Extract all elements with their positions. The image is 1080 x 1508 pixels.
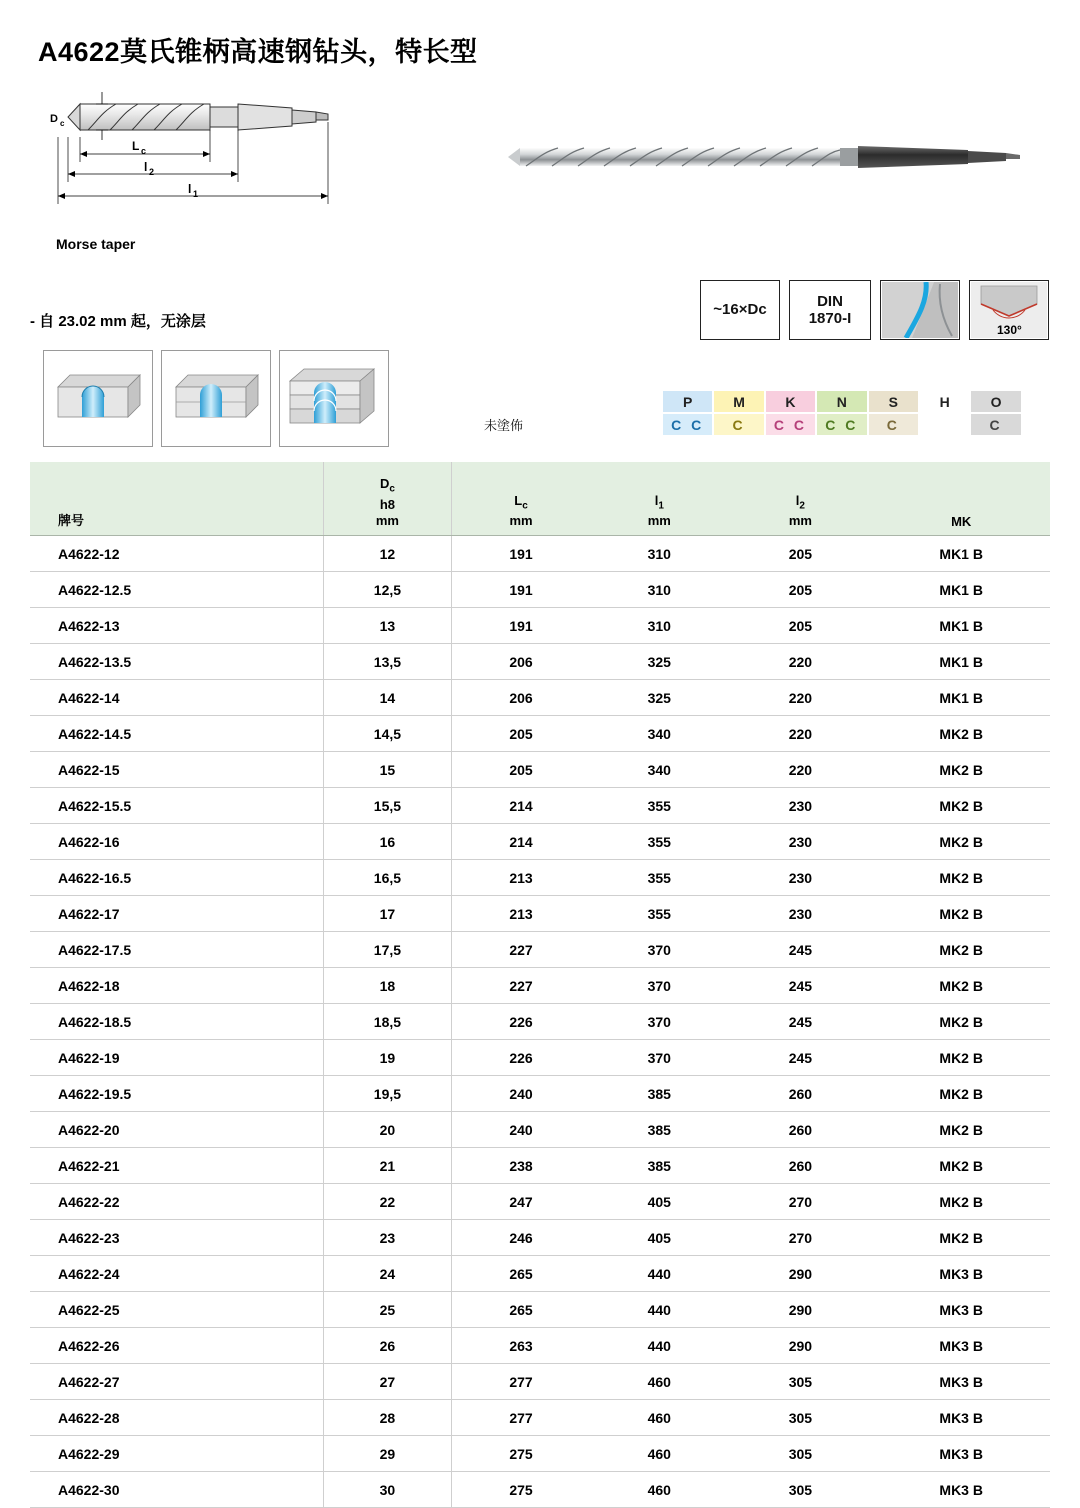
cell-l2: 245	[728, 1004, 872, 1040]
cell-dc: 23	[323, 1220, 451, 1256]
column-header-mk: MK	[872, 462, 1050, 536]
table-row[interactable]	[30, 536, 1050, 572]
table-row[interactable]	[30, 1436, 1050, 1472]
table-row[interactable]	[30, 572, 1050, 608]
column-header-code: 牌号	[30, 462, 323, 536]
cell-l1: 460	[590, 1472, 728, 1508]
cell-l1: 355	[590, 860, 728, 896]
cell-mk: MK2 B	[872, 824, 1050, 860]
column-header-l2: $l_2$ mm	[728, 462, 872, 536]
cell-lc: 191	[451, 536, 590, 572]
application-icons	[43, 350, 389, 447]
column-header-l1: $l_1$ mm	[590, 462, 728, 536]
cell-mk: MK2 B	[872, 1148, 1050, 1184]
cell-lc: 240	[451, 1112, 590, 1148]
cell-l1: 385	[590, 1076, 728, 1112]
cell-mk: MK2 B	[872, 716, 1050, 752]
cell-lc: 275	[451, 1472, 590, 1508]
table-row[interactable]	[30, 1400, 1050, 1436]
cell-l2: 230	[728, 824, 872, 860]
cell-dc: 18,5	[323, 1004, 451, 1040]
svg-text:130°: 130°	[997, 323, 1022, 337]
cell-dc: 25	[323, 1292, 451, 1328]
cell-mk: MK2 B	[872, 1076, 1050, 1112]
cell-l1: 370	[590, 1004, 728, 1040]
svg-text:c: c	[60, 119, 65, 128]
table-header-row	[30, 462, 1050, 536]
cell-l1: 440	[590, 1328, 728, 1364]
table-row[interactable]	[30, 1184, 1050, 1220]
cell-code: A4622-28	[30, 1400, 323, 1436]
cell-l1: 355	[590, 896, 728, 932]
cell-mk: MK1 B	[872, 608, 1050, 644]
cell-lc: 240	[451, 1076, 590, 1112]
cell-dc: 28	[323, 1400, 451, 1436]
material-header-N: N	[816, 390, 867, 413]
table-row[interactable]	[30, 1076, 1050, 1112]
material-header-row	[478, 390, 1022, 413]
cell-dc: 17,5	[323, 932, 451, 968]
cell-code: A4622-15	[30, 752, 323, 788]
cell-code: A4622-21	[30, 1148, 323, 1184]
table-row[interactable]	[30, 860, 1050, 896]
cell-code: A4622-24	[30, 1256, 323, 1292]
cell-mk: MK2 B	[872, 1184, 1050, 1220]
drawing-caption: Morse taper	[56, 236, 136, 252]
cell-lc: 226	[451, 1040, 590, 1076]
cell-l2: 290	[728, 1328, 872, 1364]
cell-lc: 275	[451, 1436, 590, 1472]
cell-l2: 245	[728, 932, 872, 968]
cell-l2: 270	[728, 1220, 872, 1256]
cell-code: A4622-27	[30, 1364, 323, 1400]
material-header-spacer	[478, 390, 662, 413]
cell-l2: 305	[728, 1436, 872, 1472]
table-body	[30, 536, 1050, 1508]
cell-mk: MK3 B	[872, 1400, 1050, 1436]
cell-code: A4622-17	[30, 896, 323, 932]
material-value-M: C	[713, 413, 764, 436]
cell-mk: MK3 B	[872, 1328, 1050, 1364]
svg-text:l: l	[144, 160, 148, 174]
cell-lc: 246	[451, 1220, 590, 1256]
table-row[interactable]	[30, 1292, 1050, 1328]
coating-note: - 自 23.02 mm 起，无涂层	[30, 313, 206, 330]
cell-dc: 17	[323, 896, 451, 932]
cell-code: A4622-12	[30, 536, 323, 572]
depth-ratio-label: ~16×Dc	[713, 301, 767, 319]
product-photo	[500, 120, 1040, 200]
flute-geometry-badge	[880, 280, 960, 340]
cell-dc: 15	[323, 752, 451, 788]
spec-badges	[700, 280, 1049, 340]
din-standard-badge	[789, 280, 871, 340]
cell-mk: MK2 B	[872, 860, 1050, 896]
cell-l2: 230	[728, 788, 872, 824]
table-header	[30, 462, 1050, 536]
cell-mk: MK3 B	[872, 1436, 1050, 1472]
cell-l1: 325	[590, 644, 728, 680]
material-class-table	[478, 390, 1022, 436]
svg-text:2: 2	[149, 167, 155, 177]
technical-drawing	[40, 82, 380, 222]
din-line2: 1870-I	[808, 310, 852, 327]
cell-l1: 460	[590, 1364, 728, 1400]
cell-l1: 460	[590, 1400, 728, 1436]
cell-mk: MK3 B	[872, 1292, 1050, 1328]
cell-l2: 260	[728, 1112, 872, 1148]
cell-code: A4622-20	[30, 1112, 323, 1148]
through-hole-icon	[43, 350, 153, 447]
table-row[interactable]	[30, 968, 1050, 1004]
cell-code: A4622-16.5	[30, 860, 323, 896]
cell-mk: MK2 B	[872, 788, 1050, 824]
cell-l1: 355	[590, 824, 728, 860]
cell-mk: MK2 B	[872, 932, 1050, 968]
cell-l1: 310	[590, 608, 728, 644]
table-row[interactable]	[30, 1364, 1050, 1400]
material-header-H: H	[919, 390, 970, 413]
cell-lc: 213	[451, 896, 590, 932]
cell-dc: 24	[323, 1256, 451, 1292]
table-row[interactable]	[30, 1472, 1050, 1508]
cell-l1: 370	[590, 968, 728, 1004]
table-row[interactable]	[30, 932, 1050, 968]
cell-l1: 310	[590, 572, 728, 608]
cell-l2: 305	[728, 1364, 872, 1400]
cell-dc: 14,5	[323, 716, 451, 752]
table-row[interactable]	[30, 1328, 1050, 1364]
cell-dc: 13	[323, 608, 451, 644]
cell-lc: 205	[451, 752, 590, 788]
svg-text:D: D	[50, 113, 58, 125]
svg-text:1: 1	[193, 189, 199, 199]
cell-lc: 238	[451, 1148, 590, 1184]
cell-l2: 230	[728, 860, 872, 896]
cell-dc: 12,5	[323, 572, 451, 608]
svg-text:l: l	[188, 182, 192, 196]
cell-lc: 277	[451, 1400, 590, 1436]
cell-l2: 260	[728, 1148, 872, 1184]
cell-dc: 20	[323, 1112, 451, 1148]
material-header-S: S	[868, 390, 919, 413]
cell-dc: 19,5	[323, 1076, 451, 1112]
cell-l1: 440	[590, 1292, 728, 1328]
page-title: A4622莫氏锥柄高速钢钻头，特长型	[38, 37, 478, 67]
cell-mk: MK2 B	[872, 896, 1050, 932]
cell-mk: MK1 B	[872, 536, 1050, 572]
cell-code: A4622-15.5	[30, 788, 323, 824]
table-row[interactable]	[30, 752, 1050, 788]
cell-mk: MK1 B	[872, 572, 1050, 608]
cell-l2: 205	[728, 608, 872, 644]
material-value-H	[919, 413, 970, 436]
cell-l2: 245	[728, 968, 872, 1004]
svg-text:L: L	[132, 139, 140, 153]
cell-lc: 205	[451, 716, 590, 752]
table-row[interactable]	[30, 716, 1050, 752]
cell-lc: 227	[451, 968, 590, 1004]
cell-code: A4622-22	[30, 1184, 323, 1220]
material-row-label: 未塗佈	[484, 418, 524, 433]
cell-mk: MK2 B	[872, 1004, 1050, 1040]
cell-dc: 22	[323, 1184, 451, 1220]
cell-l1: 385	[590, 1112, 728, 1148]
din-line1: DIN	[817, 292, 843, 310]
cell-l2: 230	[728, 896, 872, 932]
svg-text:c: c	[141, 146, 147, 156]
cell-l2: 220	[728, 644, 872, 680]
cell-mk: MK3 B	[872, 1364, 1050, 1400]
material-value-row	[478, 413, 1022, 436]
table-row[interactable]	[30, 1256, 1050, 1292]
cell-code: A4622-19	[30, 1040, 323, 1076]
cell-code: A4622-18.5	[30, 1004, 323, 1040]
cell-code: A4622-17.5	[30, 932, 323, 968]
cell-l2: 220	[728, 752, 872, 788]
cell-lc: 214	[451, 788, 590, 824]
cell-lc: 191	[451, 572, 590, 608]
cell-code: A4622-18	[30, 968, 323, 1004]
cell-code: A4622-19.5	[30, 1076, 323, 1112]
cell-dc: 12	[323, 536, 451, 572]
cell-code: A4622-14	[30, 680, 323, 716]
cell-code: A4622-12.5	[30, 572, 323, 608]
material-header-K: K	[765, 390, 816, 413]
cell-dc: 21	[323, 1148, 451, 1184]
cell-l2: 305	[728, 1400, 872, 1436]
cell-l1: 405	[590, 1184, 728, 1220]
material-header-O: O	[970, 390, 1021, 413]
cell-l1: 370	[590, 1040, 728, 1076]
table-row[interactable]	[30, 1112, 1050, 1148]
cell-code: A4622-29	[30, 1436, 323, 1472]
cell-l2: 290	[728, 1256, 872, 1292]
cell-lc: 265	[451, 1256, 590, 1292]
table-row[interactable]	[30, 644, 1050, 680]
table-row[interactable]	[30, 1040, 1050, 1076]
cell-dc: 15,5	[323, 788, 451, 824]
cell-l1: 385	[590, 1148, 728, 1184]
material-value-S: C	[868, 413, 919, 436]
cell-code: A4622-16	[30, 824, 323, 860]
column-header-lc: $L_c$ mm	[451, 462, 590, 536]
cell-l1: 370	[590, 932, 728, 968]
cell-mk: MK2 B	[872, 968, 1050, 1004]
cell-l2: 270	[728, 1184, 872, 1220]
cell-code: A4622-25	[30, 1292, 323, 1328]
cell-mk: MK1 B	[872, 680, 1050, 716]
cell-l1: 340	[590, 752, 728, 788]
cell-dc: 13,5	[323, 644, 451, 680]
cell-dc: 16,5	[323, 860, 451, 896]
cell-l1: 325	[590, 680, 728, 716]
table-row[interactable]	[30, 1148, 1050, 1184]
cell-l1: 355	[590, 788, 728, 824]
table-row[interactable]	[30, 1220, 1050, 1256]
cell-code: A4622-13	[30, 608, 323, 644]
cell-dc: 30	[323, 1472, 451, 1508]
cell-code: A4622-26	[30, 1328, 323, 1364]
cell-l1: 310	[590, 536, 728, 572]
cell-dc: 19	[323, 1040, 451, 1076]
cell-code: A4622-23	[30, 1220, 323, 1256]
cell-l1: 460	[590, 1436, 728, 1472]
cell-code: A4622-14.5	[30, 716, 323, 752]
cell-code: A4622-13.5	[30, 644, 323, 680]
cell-mk: MK1 B	[872, 644, 1050, 680]
blind-hole-icon	[161, 350, 271, 447]
cell-dc: 14	[323, 680, 451, 716]
table-row[interactable]	[30, 896, 1050, 932]
cell-lc: 191	[451, 608, 590, 644]
cell-l2: 305	[728, 1472, 872, 1508]
cell-lc: 213	[451, 860, 590, 896]
table-row[interactable]	[30, 824, 1050, 860]
cell-l1: 405	[590, 1220, 728, 1256]
cell-code: A4622-30	[30, 1472, 323, 1508]
table-row[interactable]	[30, 1004, 1050, 1040]
cell-l2: 220	[728, 716, 872, 752]
cell-mk: MK3 B	[872, 1472, 1050, 1508]
cell-mk: MK2 B	[872, 1112, 1050, 1148]
cell-dc: 26	[323, 1328, 451, 1364]
cell-l2: 205	[728, 536, 872, 572]
cell-mk: MK3 B	[872, 1256, 1050, 1292]
cell-lc: 227	[451, 932, 590, 968]
cell-mk: MK2 B	[872, 1040, 1050, 1076]
cell-mk: MK2 B	[872, 1220, 1050, 1256]
cell-l1: 440	[590, 1256, 728, 1292]
cell-dc: 16	[323, 824, 451, 860]
point-angle-badge	[969, 280, 1049, 340]
specification-table	[30, 462, 1050, 1508]
cell-l2: 290	[728, 1292, 872, 1328]
cell-lc: 263	[451, 1328, 590, 1364]
material-value-K: C C	[765, 413, 816, 436]
cell-lc: 226	[451, 1004, 590, 1040]
cell-l2: 220	[728, 680, 872, 716]
table-row[interactable]	[30, 680, 1050, 716]
cell-dc: 27	[323, 1364, 451, 1400]
material-value-O: C	[970, 413, 1021, 436]
cell-lc: 206	[451, 644, 590, 680]
cell-l1: 340	[590, 716, 728, 752]
cell-mk: MK2 B	[872, 752, 1050, 788]
material-header-M: M	[713, 390, 764, 413]
stacked-plates-icon	[279, 350, 389, 447]
cell-lc: 265	[451, 1292, 590, 1328]
material-value-P: C C	[662, 413, 713, 436]
cell-dc: 29	[323, 1436, 451, 1472]
cell-lc: 277	[451, 1364, 590, 1400]
depth-ratio-badge	[700, 280, 780, 340]
material-value-N: C C	[816, 413, 867, 436]
cell-dc: 18	[323, 968, 451, 1004]
table-row[interactable]	[30, 608, 1050, 644]
cell-lc: 214	[451, 824, 590, 860]
cell-lc: 206	[451, 680, 590, 716]
material-header-P: P	[662, 390, 713, 413]
cell-lc: 247	[451, 1184, 590, 1220]
cell-l2: 245	[728, 1040, 872, 1076]
column-header-dc: $D_c$ h8 mm	[323, 462, 451, 536]
cell-l2: 205	[728, 572, 872, 608]
table-row[interactable]	[30, 788, 1050, 824]
cell-l2: 260	[728, 1076, 872, 1112]
